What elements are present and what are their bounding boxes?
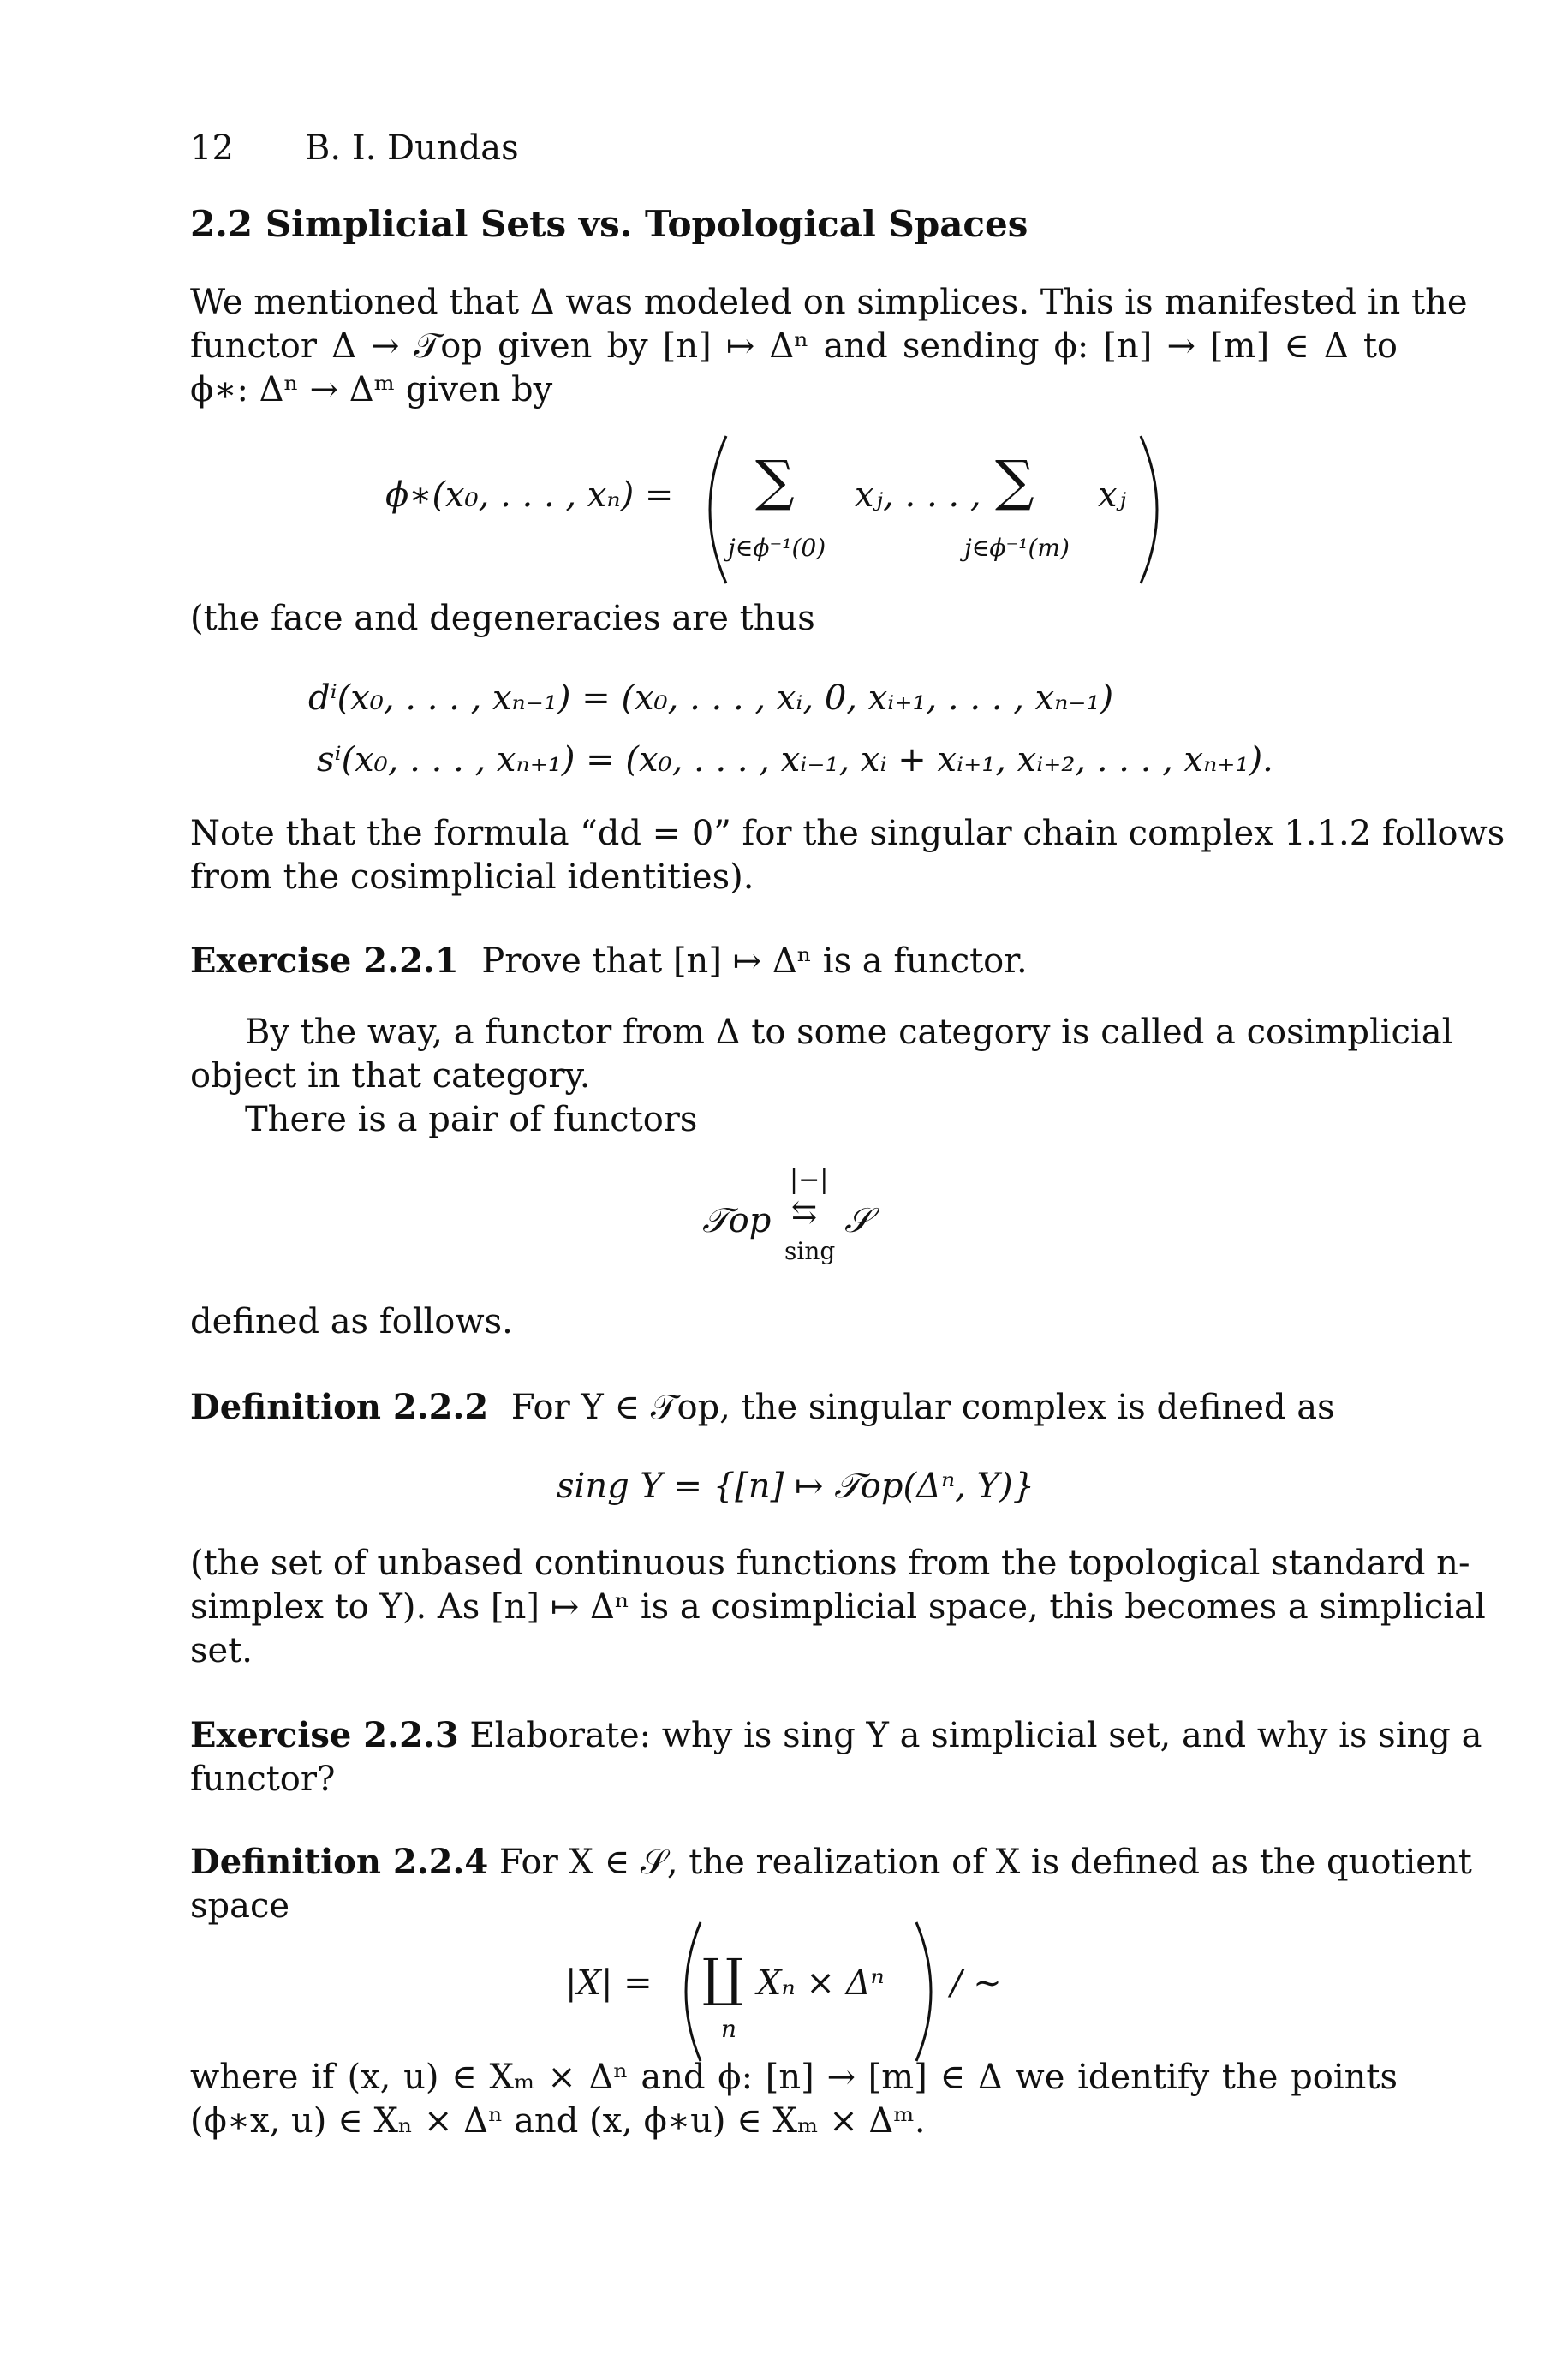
sum-symbol-1: ∑ [755, 450, 795, 513]
exercise-2-2-1 [190, 939, 1028, 983]
exercise-2-2-1-label: Exercise 2.2.1 [190, 941, 459, 981]
where-line-2: (ϕ∗x, u) ∈ Xₙ × Δⁿ and (x, ϕ∗u) ∈ Xₘ × Δᵐ. [190, 2101, 926, 2141]
note-line-2: from the cosimplicial identities). [190, 857, 754, 897]
intro-line-1: We mentioned that Δ was modeled on simplices. This is manifested in the [190, 283, 1468, 322]
adjunction-top-label: |−| [790, 1165, 829, 1195]
definition-2-2-2-after [190, 1542, 1486, 1673]
definition-2-2-2 [190, 1385, 1335, 1430]
exercise-2-2-3-label: Exercise 2.2.3 [190, 1715, 459, 1755]
phi-formula-sub2: j∈ϕ⁻¹(m) [964, 534, 1070, 562]
sing-formula: sing Y = {[n] ↦ 𝒯op(Δⁿ, Y)} [557, 1467, 1035, 1506]
byway-line-2: object in that category. [190, 1056, 591, 1096]
note-paragraph [190, 812, 1505, 899]
exercise-2-2-3-line-1 [190, 1713, 1482, 1758]
left-big-paren [685, 433, 736, 587]
where-line-1: where if (x, u) ∈ Xₘ × Δⁿ and ϕ: [n] → [m] ∈ Δ we identify the points [190, 2058, 1398, 2097]
faces-intro: (the face and degeneracies are thus [190, 599, 815, 638]
phi-formula-term1: xⱼ, . . . , [855, 475, 981, 515]
exercise-2-2-1-text: Prove that [n] ↦ Δⁿ is a functor. [481, 941, 1028, 981]
realization-inner: Xₙ × Δⁿ [757, 1963, 885, 2003]
sum-symbol-2: ∑ [995, 450, 1034, 513]
def-222-after-line-3: set. [190, 1631, 253, 1670]
face-formula: dⁱ(x₀, . . . , xₙ₋₁) = (x₀, . . . , xᵢ, 0, xᵢ₊₁, . . . , xₙ₋₁) [308, 678, 1114, 718]
intro-line-3: ϕ∗: Δⁿ → Δᵐ given by [190, 370, 553, 409]
definition-2-2-2-label: Definition 2.2.2 [190, 1387, 489, 1427]
byway-line-3: There is a pair of functors [245, 1100, 698, 1139]
adjunction-diagram [702, 1165, 891, 1276]
adjunction-left: 𝒯op [702, 1201, 772, 1240]
phi-formula-sub1: j∈ϕ⁻¹(0) [728, 534, 826, 562]
realization-formula [565, 1919, 1045, 2064]
intro-paragraph [190, 281, 1468, 412]
defined-as-follows: defined as follows. [190, 1302, 513, 1341]
byway-paragraph [190, 1011, 1453, 1142]
def-222-after-line-1: (the set of unbased continuous functions from the topological standard n- [190, 1544, 1470, 1583]
definition-2-2-4-line-2: space [190, 1886, 290, 1926]
note-line-1: Note that the formula “dd = 0” for the singular chain complex 1.1.2 follows [190, 814, 1505, 853]
adjunction-arrows: ⇆ [791, 1195, 818, 1230]
definition-2-2-2-text: For Y ∈ 𝒯op, the singular complex is defined as [510, 1388, 1335, 1427]
definition-2-2-4 [190, 1840, 1472, 1928]
running-head-author: B. I. Dundas [305, 128, 519, 168]
realization-right-paren [908, 1919, 951, 2064]
phi-formula-lhs: ϕ∗(x₀, . . . , xₙ) = [385, 475, 674, 515]
coproduct-sub: n [721, 2015, 737, 2043]
adjunction-bottom-label: sing [784, 1237, 836, 1265]
definition-2-2-4-line-1 [190, 1840, 1472, 1885]
definition-2-2-4-text: For X ∈ 𝒮, the realization of X is defined as the quotient [498, 1843, 1472, 1882]
definition-2-2-4-where [190, 2056, 1398, 2143]
phi-formula-term2: xⱼ [1098, 475, 1127, 515]
realization-lhs: |X| = [565, 1963, 653, 2003]
exercise-2-2-3-line-2: functor? [190, 1760, 336, 1799]
section-title: 2.2 Simplicial Sets vs. Topological Spaces [190, 203, 1028, 245]
definition-2-2-4-label: Definition 2.2.4 [190, 1842, 489, 1882]
phi-star-formula [385, 433, 1182, 604]
coproduct-symbol: ∐ [702, 1948, 743, 2008]
degeneracy-formula: sⁱ(x₀, . . . , xₙ₊₁) = (x₀, . . . , xᵢ₋₁, xᵢ + xᵢ₊₁, xᵢ₊₂, . . . , xₙ₊₁). [317, 740, 1273, 780]
adjunction-right: 𝒮 [844, 1201, 871, 1240]
right-big-paren [1130, 433, 1182, 587]
realization-quotient: / ∼ [951, 1963, 1002, 2003]
exercise-2-2-3 [190, 1713, 1482, 1801]
page-number: 12 [190, 128, 234, 168]
def-222-after-line-2: simplex to Y). As [n] ↦ Δⁿ is a cosimplicial space, this becomes a simplicial [190, 1587, 1486, 1627]
byway-line-1: By the way, a functor from Δ to some category is called a cosimplicial [245, 1013, 1453, 1052]
exercise-2-2-3-text: Elaborate: why is sing Y a simplicial set, and why is sing a [469, 1716, 1482, 1755]
intro-line-2: functor Δ → 𝒯op given by [n] ↦ Δⁿ and sending ϕ: [n] → [m] ∈ Δ to [190, 326, 1398, 366]
